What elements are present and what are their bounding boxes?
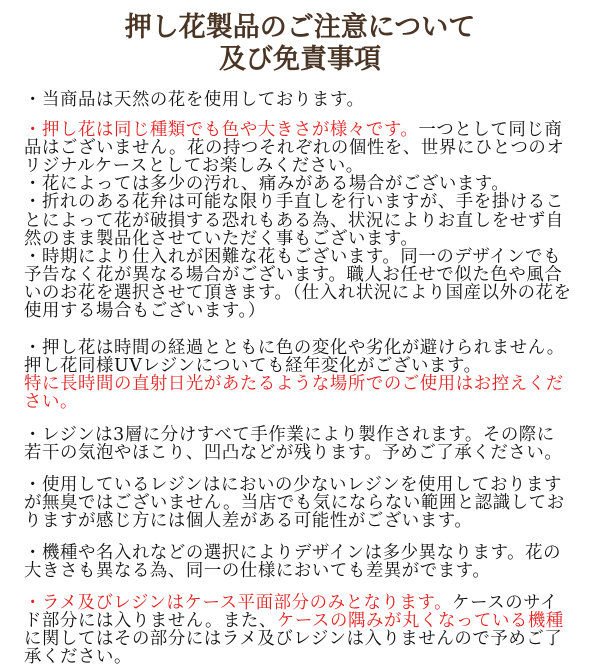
notice-text: ・使用しているレジンはにおいの少ないレジンを使用しておりますが無臭ではございません。当店でも気にならない範囲と認識しておりますが感じ方には個人差がある可能性がございます。 <box>24 474 565 531</box>
spacer <box>24 462 572 476</box>
notice-list <box>24 91 572 667</box>
spacer <box>24 412 572 426</box>
notice-emphasis-text: ・押し花は同じ種類でも色や大きさが様々です。 <box>24 120 419 141</box>
notice-stains-damage <box>24 175 572 193</box>
notice-emphasis-text: ・ラメ及びレジンはケース平面部分のみとなります。 <box>24 593 453 614</box>
notice-text: ・花によっては多少の汚れ、痛みがある場合がございます。 <box>24 174 510 195</box>
notice-natural-flowers <box>24 91 572 109</box>
title-line-1: 押し花製品のご注意について <box>124 12 476 43</box>
notice-text: ケースのサイド部分には入りません。また、 <box>24 593 558 632</box>
notice-design-variation <box>24 544 572 580</box>
notice-glitter-resin-area <box>24 594 572 666</box>
notice-text: ・機種や名入れなどの選択によりデザインは多少異なります。花の大きさも異なる為、同一の仕様においても差異がでます。 <box>24 542 562 582</box>
notice-aging <box>24 339 572 375</box>
notice-text: 一つとして同じ商品はございません。花の持つそれぞれの個性を、世界にひとつのオリジナルケースとしてお楽しみください。 <box>24 120 565 177</box>
notice-seasonal-sourcing <box>24 248 572 320</box>
notice-text: ・押し花は時間の経過とともに色の変化や劣化が避けられません。押し花同様UVレジンについても経年変化がございます。 <box>24 338 565 377</box>
notice-emphasis-text: 特に長時間の直射日光があたるような場所でのご使用はお控えください。 <box>24 374 564 413</box>
notice-resin-odor <box>24 476 572 530</box>
notice-sunlight-warning <box>24 375 572 411</box>
notice-text: ・当商品は天然の花を使用しております。 <box>24 90 365 110</box>
notice-resin-layers <box>24 426 572 462</box>
notice-text: に関してはその部分にはラメ及びレジンは入りませんので予めご了承ください。 <box>24 629 563 667</box>
notice-color-size-variation <box>24 121 572 175</box>
page-title <box>0 12 600 76</box>
notice-emphasis-text: ケースの隅みが丸くなっている機種 <box>276 611 564 632</box>
spacer <box>24 530 572 544</box>
notice-text: ・時期により仕入れが困難な花もございます。同一のデザインでも予告なく花が異なる場合がございます。職人お任せで似た色や風合いのお花を選択させて頂きます。（仕入れ状況により国産以外の花を使用する場合もございます。） <box>24 246 572 322</box>
spacer <box>24 320 572 339</box>
notice-text: ・折れのある花弁は可能な限り手直しを行いますが、手を掛けることによって花が破損する恐れもある為、状況によりお直しをせず自然のまま製品化させていただく事もございます。 <box>24 192 564 249</box>
spacer <box>24 580 572 594</box>
notice-broken-petals <box>24 193 572 247</box>
notice-text: ・レジンは3層に分けすべて手作業により製作されます。その際に若干の気泡やほこり、凹凸などが残ります。予めご了承ください。 <box>24 424 563 463</box>
title-line-2: 及び免責事項 <box>219 44 381 75</box>
